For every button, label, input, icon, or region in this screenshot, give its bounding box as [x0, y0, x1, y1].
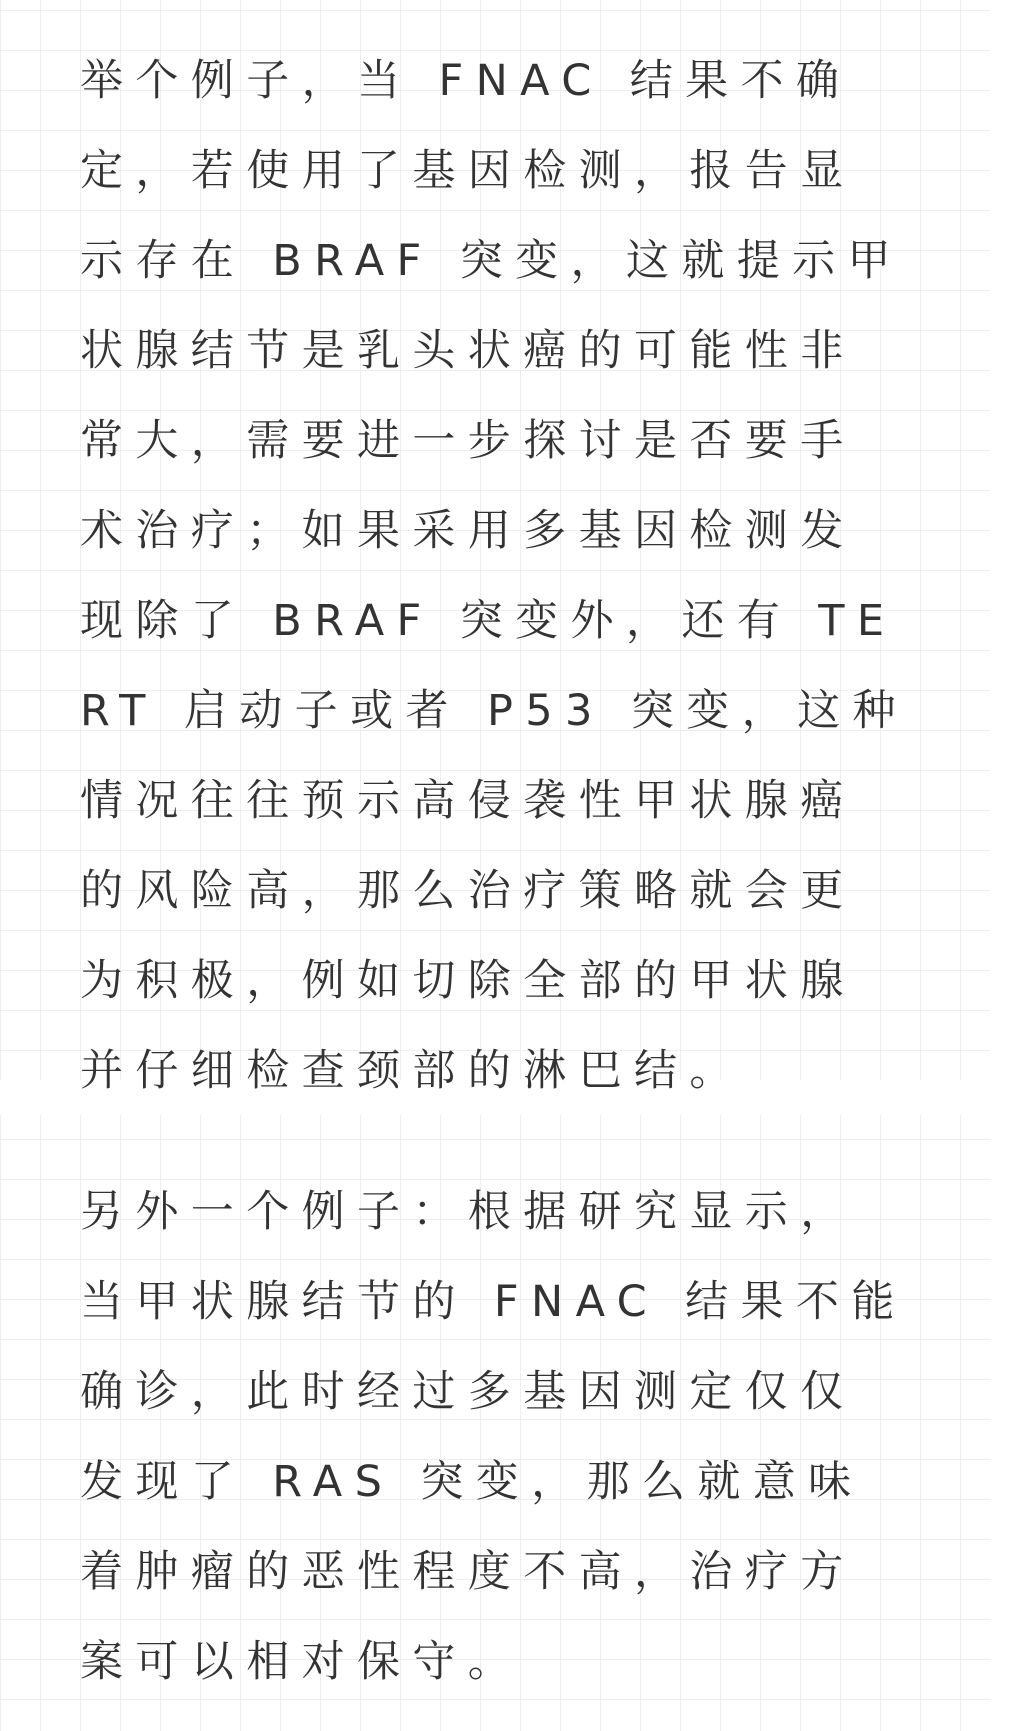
paragraph-braf-example: 举个例子，当 FNAC 结果不确定，若使用了基因检测，报告显示存在 BRAF 突变，这就提示甲状腺结节是乳头状癌的可能性非常大，需要进一步探讨是否要手术治疗；如果采用多基因检测发现除了 BRAF 突变外，还有 TERT 启动子或者 P53 突变，这种情况往往预示高侵袭性甲状腺癌的风险高，那么治疗策略就会更为积极，例如切除全部的甲状腺并仔细检查颈部的淋巴结。: [80, 56, 908, 1096]
paragraph-ras-example: 另外一个例子：根据研究显示，当甲状腺结节的 FNAC 结果不能确诊，此时经过多基因测定仅仅发现了 RAS 突变，那么就意味着肿瘤的恶性程度不高，治疗方案可以相对保守。: [80, 1187, 907, 1687]
